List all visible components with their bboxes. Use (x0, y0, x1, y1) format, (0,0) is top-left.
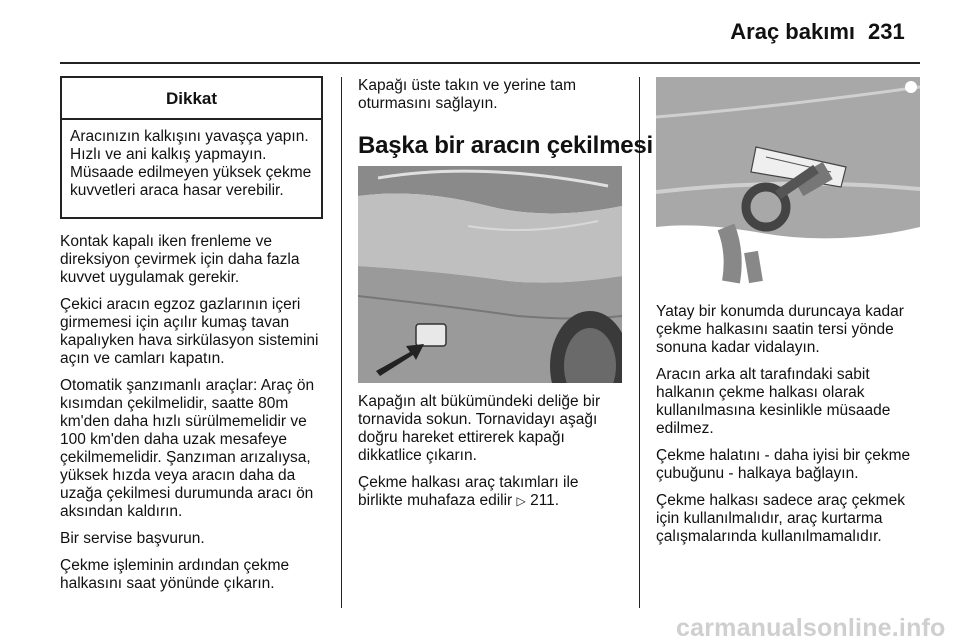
watermark: carmanualsonline.info (676, 614, 946, 642)
paragraph (358, 474, 626, 510)
paragraph: Kapağın alt bükümündeki deliğe bir tornavida sokun. Tornavidayı aşağı doğru hareket ettirerek kapağı dikkatlice çıkarın. (358, 393, 601, 464)
right-column (656, 303, 926, 555)
paragraph: Yatay bir konumda duruncaya kadar çekme halkasını saatin tersi yönde sonuna kadar vidalayın. (656, 303, 904, 356)
paragraph: Otomatik şanzımanlı araçlar: Araç ön kısımdan çekilmelidir, saatte 80m km'den daha hızlı sürülmemelidir ve 100 km'den daha uzak mesafeye çekilmemelidir. Şanzıman arızalıysa, yüksek hızda veya aracın daha da uzağa çekilmesi durumunda aracı ön aksından kaldırın. (60, 377, 315, 520)
warning-text: Aracınızın kalkışını yavaşça yapın. Hızlı ve ani kalkış yapmayın. Müsaade edilmeyen yüksek çekme kuvvetleri araca hasar verebilir. (70, 128, 312, 199)
middle-intro (358, 77, 626, 122)
towing-eye-drawing (656, 77, 920, 285)
paragraph: Kontak kapalı iken frenleme ve direksiyon çevirmek için daha fazla kuvvet uygulamak gerekir. (60, 233, 300, 286)
column-divider-left (341, 77, 342, 608)
section-title: Başka bir aracın çekilmesi (358, 132, 653, 159)
warning-box (60, 76, 323, 219)
paragraph: Çekme işleminin ardından çekme halkasını saat yönünde çıkarın. (60, 557, 290, 592)
paragraph: Çekme halatını - daha iyisi bir çekme çubuğunu - halkaya bağlayın. (656, 447, 911, 482)
paragraph: Çekici aracın egzoz gazlarının içeri girmemesi için açılır kumaş tavan kapalıyken hava sirkülasyon sistemini açın ve camları kapatın. (60, 296, 319, 367)
warning-heading: Dikkat (62, 78, 321, 120)
paragraph-text: Çekme halkası araç takımları ile birlikte muhafaza edilir (358, 474, 579, 509)
page-number: 231 (868, 19, 905, 44)
page-header-title: Araç bakımı (730, 19, 855, 44)
towing-eye-illustration (656, 77, 920, 285)
bumper-cover-illustration (358, 166, 622, 383)
paragraph: Kapağı üste takın ve yerine tam oturmasını sağlayın. (358, 77, 576, 112)
header-divider (60, 62, 920, 64)
middle-column-text (358, 393, 626, 519)
reference-arrow-icon: ▷ (516, 494, 526, 508)
paragraph: Aracın arka alt tarafındaki sabit halkanın çekme halkası olarak kullanılmasına kesinlikle müsaade edilmez. (656, 366, 891, 437)
paragraph: Çekme halkası sadece araç çekmek için kullanılmalıdır, araç kurtarma çalışmalarında kullanılmamalıdır. (656, 492, 905, 545)
bumper-cover-drawing (358, 166, 622, 383)
page-reference: 211. (530, 492, 560, 509)
paragraph: Bir servise başvurun. (60, 530, 205, 547)
left-column (60, 233, 330, 602)
